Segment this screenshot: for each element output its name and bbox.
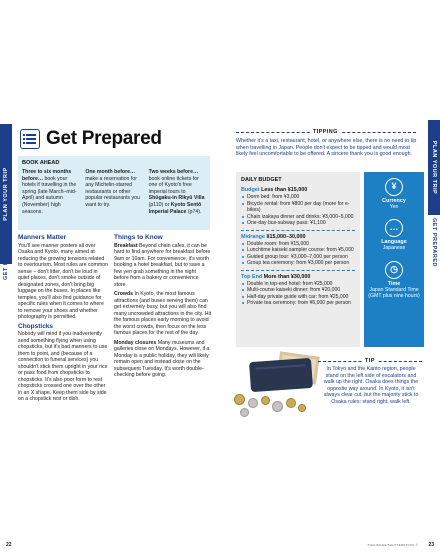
tier-budget: Budget Less than ¥15,000 xyxy=(241,187,308,193)
page-title: Get Prepared xyxy=(46,128,162,149)
daily-budget-box xyxy=(236,172,360,347)
manners-heading: Manners Matter xyxy=(18,234,67,241)
right-side-tab-label: PLAN YOUR TRIP xyxy=(431,140,437,195)
book-ahead-col-2: One month before… make a reservation for any Michelin-starred restaurants or other popular restaurants you want to try. xyxy=(85,169,140,208)
clock-icon: ◷ xyxy=(385,261,403,279)
book-ahead-col-1: Three to six months before… book your hotels if travelling in the spring (late March–mid-April) and autumn (November) high seasons. xyxy=(22,169,77,215)
page-title-block xyxy=(20,128,162,150)
tipping-text: Whether it's a taxi, restaurant, hotel, or anywhere else, there is no need to tip when travelling in Japan. People don't expect to be tipped and would most likely feel uncomfortable to be offered. A sincere thank you is good enough. xyxy=(236,138,417,157)
page-number-right: 23 xyxy=(428,542,434,548)
tip-heading: TIP xyxy=(362,358,378,364)
time-info: ◷ Time Japan Standard Time (GMT plus nine hours) xyxy=(367,261,421,300)
wallet-photo xyxy=(228,352,318,420)
book-ahead-heading: BOOK AHEAD xyxy=(22,160,60,166)
monday-paragraph: Monday closures Many museums and galleries close on Mondays. However, if a Monday is a public holiday, they will likely remain open and instead close on the subsequent Tuesday. It's worth double-checking before going. xyxy=(114,339,210,378)
crowds-paragraph: Crowds In Kyoto, the most famous attractions (and buses serving them) can get extremely busy, but you will also find many uncrowded attractions in the city. Hit the famous places early morning to avoid the worst crowds, then focus on the less famous places for the rest of the day. xyxy=(114,291,212,336)
right-side-label xyxy=(430,218,438,298)
speech-bubble-icon: … xyxy=(385,219,403,237)
chopsticks-text: Nobody will mind if you inadvertently send something flying when using chopsticks, but it's bad manners to use them to point, and (because of a connection to funeral services) you shouldn't stick them upright in your rice or pass food from chopsticks to chopsticks. It's also poor form to rest chopsticks crossed one over the other in an X shape. Keep them side by side on a chopstick rest or dish. xyxy=(18,331,108,402)
tip-heading-row xyxy=(318,358,422,366)
tier-midrange: Midrange ¥15,000–30,000 xyxy=(241,233,306,240)
tier-top-end: Top End More than ¥30,000 xyxy=(241,273,311,280)
currency-icon: ¥ xyxy=(385,178,403,196)
tier-midrange-list: Double room: from ¥15,000 Lunchtime kaiseki sampler course: from ¥5,000 Guided group tour: ¥3,000–7,000 per person Group tea ceremony: from ¥3,000 per person xyxy=(241,241,355,267)
budget-heading: DAILY BUDGET xyxy=(241,177,282,183)
chopsticks-heading: Chopsticks xyxy=(18,322,54,330)
right-side-label-text: GET PREPARED xyxy=(431,218,437,267)
book-ahead-box xyxy=(18,156,210,230)
tier-budget-list: Dorm bed: from ¥3,000 Bicycle rental: from ¥800 per day (more for e-bikes) Chain izakaya dinner and drinks: ¥3,000–5,000 One-day bus-subway pass: ¥1,100 xyxy=(241,194,355,227)
escalator-tip-text: In Tokyo and the Kanto region, people stand on the left side of escalators and walk up the right. Osaka does things the opposite way around. In Kyoto, it isn't always clear cut, but the majority stick to Osaka rules: stand right, walk left. xyxy=(323,366,419,405)
left-side-tab-label: PLAN YOUR TRIP xyxy=(3,167,9,221)
page-number-left: 22 xyxy=(6,542,12,548)
checklist-icon xyxy=(20,129,40,149)
left-column xyxy=(18,235,108,406)
tipping-heading-row xyxy=(236,129,416,137)
wallet xyxy=(249,358,313,392)
currency-info: ¥ Currency Yen xyxy=(367,178,421,210)
tier-top-end-list: Double in top-end hotel: from ¥25,000 Multi-course kaiseki dinner: from ¥20,000 Half-day private guide with car: from ¥25,000 Private tea ceremony: from ¥6,000 per person xyxy=(241,281,355,307)
manners-text: You'll see manner posters all over Osaka and Kyoto, many aimed at reducing the growing tensions related to overtourism. Most rules are common sense – don't litter, don't be loud in quiet places, don't smoke outside of designated zones, don't bring big luggage on the buses. In places like temples, you'll also find guidance for specific rules when it comes to where to remove your shoes and whether photography is permitted. xyxy=(18,242,108,320)
left-side-label-text: GET PREPARED xyxy=(3,231,9,280)
things-heading: Things to Know xyxy=(114,234,163,241)
middle-column xyxy=(114,235,212,382)
left-side-label xyxy=(2,200,10,280)
info-sidebar xyxy=(364,172,424,347)
photo-credit: THALIMAGE/SHUTTERSTOCK © xyxy=(367,543,418,547)
tipping-heading: TIPPING xyxy=(310,129,341,135)
right-side-tab xyxy=(428,120,440,215)
blank-top-area xyxy=(0,0,440,123)
language-info: … Language Japanese xyxy=(367,219,421,251)
breakfast-paragraph: Breakfast Beyond chain cafes, it can be hard to find anywhere for breakfast before 9am or 10am. For convenience, it's worth booking a hotel breakfast, but to save a few yen grab something in the night before from a bakery or convenience store. xyxy=(114,242,211,288)
book-ahead-col-3: Two weeks before… book online tickets for one of Kyoto's free imperial tours to Shūgaku-in Rikyū Villa (p110) or Kyoto Sentō Imperial Palace (p74). xyxy=(148,169,205,215)
